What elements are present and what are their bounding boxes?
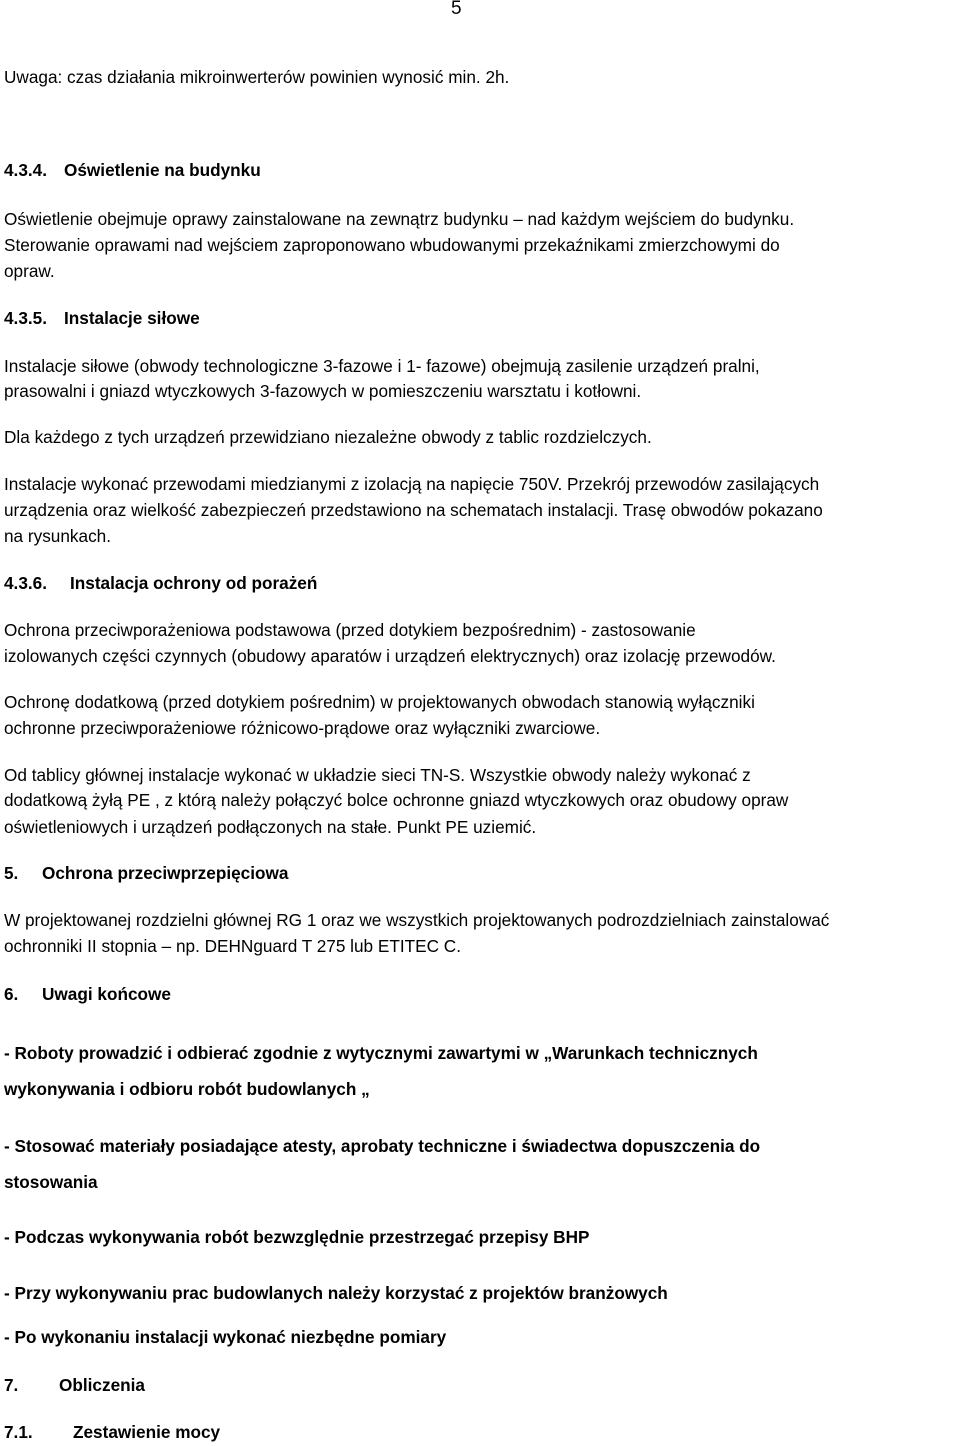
paragraph-line: urządzenia oraz wielkość zabezpieczeń przedstawiono na schematach instalacji. Trasę obwodów pokazano	[4, 500, 823, 520]
paragraph-line: Instalacje siłowe (obwody technologiczne 3-fazowe i 1- fazowe) obejmują zasilenie urządzeń pralni,	[4, 356, 760, 376]
heading-number: 4.3.5.	[4, 308, 48, 328]
paragraph-line: oświetleniowych i urządzeń podłączonych na stałe. Punkt PE uziemić.	[4, 817, 537, 837]
paragraph-line: Ochronę dodatkową (przed dotykiem pośrednim) w projektowanych obwodach stanowią wyłączniki	[4, 692, 755, 712]
heading-number: 7.	[4, 1375, 19, 1395]
paragraph-line: ochronniki II stopnia – np. DEHNguard T 275 lub ETITEC C.	[4, 936, 461, 956]
heading-4-3-5	[4, 307, 200, 329]
heading-5	[4, 862, 288, 884]
heading-title: Instalacje siłowe	[64, 308, 200, 328]
heading-title: Ochrona przeciwprzepięciowa	[42, 863, 289, 883]
page-number: 5	[451, 0, 462, 19]
paragraph-line: Sterowanie oprawami nad wejściem zaproponowano wbudowanymi przekaźnikami zmierzchowymi do	[4, 235, 780, 255]
heading-title: Zestawienie mocy	[73, 1422, 221, 1442]
paragraph-line: prasowalni i gniazd wtyczkowych 3-fazowych w pomieszczeniu warsztatu i kotłowni.	[4, 381, 642, 401]
paragraph-line: na rysunkach.	[4, 526, 112, 546]
remark-line: - Roboty prowadzić i odbierać zgodnie z wytycznymi zawartymi w „Warunkach technicznych	[4, 1043, 758, 1063]
heading-title: Uwagi końcowe	[42, 984, 171, 1004]
remark-line: - Po wykonaniu instalacji wykonać niezbędne pomiary	[4, 1327, 447, 1347]
paragraph-line: izolowanych części czynnych (obudowy aparatów i urządzeń elektrycznych) oraz izolację przewodów.	[4, 646, 776, 666]
heading-4-3-6	[4, 572, 317, 594]
remark-line: - Stosować materiały posiadające atesty, aprobaty techniczne i świadectwa dopuszczenia do	[4, 1136, 761, 1156]
heading-title: Obliczenia	[59, 1375, 145, 1395]
heading-4-3-4	[4, 159, 261, 181]
heading-number: 4.3.4.	[4, 160, 48, 180]
heading-7-1	[4, 1421, 220, 1443]
paragraph-line: W projektowanej rozdzielni głównej RG 1 oraz we wszystkich projektowanych podrozdzielniach zainstalować	[4, 910, 830, 930]
heading-number: 6.	[4, 984, 19, 1004]
remark-line: wykonywania i odbioru robót budowlanych „	[4, 1079, 370, 1099]
paragraph-line: Dla każdego z tych urządzeń przewidziano niezależne obwody z tablic rozdzielczych.	[4, 427, 652, 447]
remark-line: stosowania	[4, 1172, 98, 1192]
paragraph-line: Oświetlenie obejmuje oprawy zainstalowane na zewnątrz budynku – nad każdym wejściem do budynku.	[4, 209, 795, 229]
paragraph-line: opraw.	[4, 261, 55, 281]
heading-number: 7.1.	[4, 1422, 33, 1442]
heading-6	[4, 983, 171, 1005]
heading-title: Instalacja ochrony od porażeń	[70, 573, 318, 593]
heading-number: 4.3.6.	[4, 573, 48, 593]
paragraph-line: Instalacje wykonać przewodami miedzianymi z izolacją na napięcie 750V. Przekrój przewodów zasilających	[4, 474, 820, 494]
remark-line: - Przy wykonywaniu prac budowlanych należy korzystać z projektów branżowych	[4, 1283, 668, 1303]
heading-title: Oświetlenie na budynku	[64, 160, 261, 180]
paragraph-line: Od tablicy głównej instalacje wykonać w układzie sieci TN-S. Wszystkie obwody należy wykonać z	[4, 765, 751, 785]
paragraph-line: Ochrona przeciwporażeniowa podstawowa (przed dotykiem bezpośrednim) - zastosowanie	[4, 620, 696, 640]
note-line: Uwaga: czas działania mikroinwerterów powinien wynosić min. 2h.	[4, 67, 510, 87]
paragraph-line: dodatkową żyłą PE , z którą należy połączyć bolce ochronne gniazd wtyczkowych oraz obudowy opraw	[4, 790, 789, 810]
heading-7	[4, 1374, 145, 1396]
heading-number: 5.	[4, 863, 19, 883]
remark-line: - Podczas wykonywania robót bezwzględnie przestrzegać przepisy BHP	[4, 1227, 590, 1247]
paragraph-line: ochronne przeciwporażeniowe różnicowo-prądowe oraz wyłączniki zwarciowe.	[4, 718, 601, 738]
